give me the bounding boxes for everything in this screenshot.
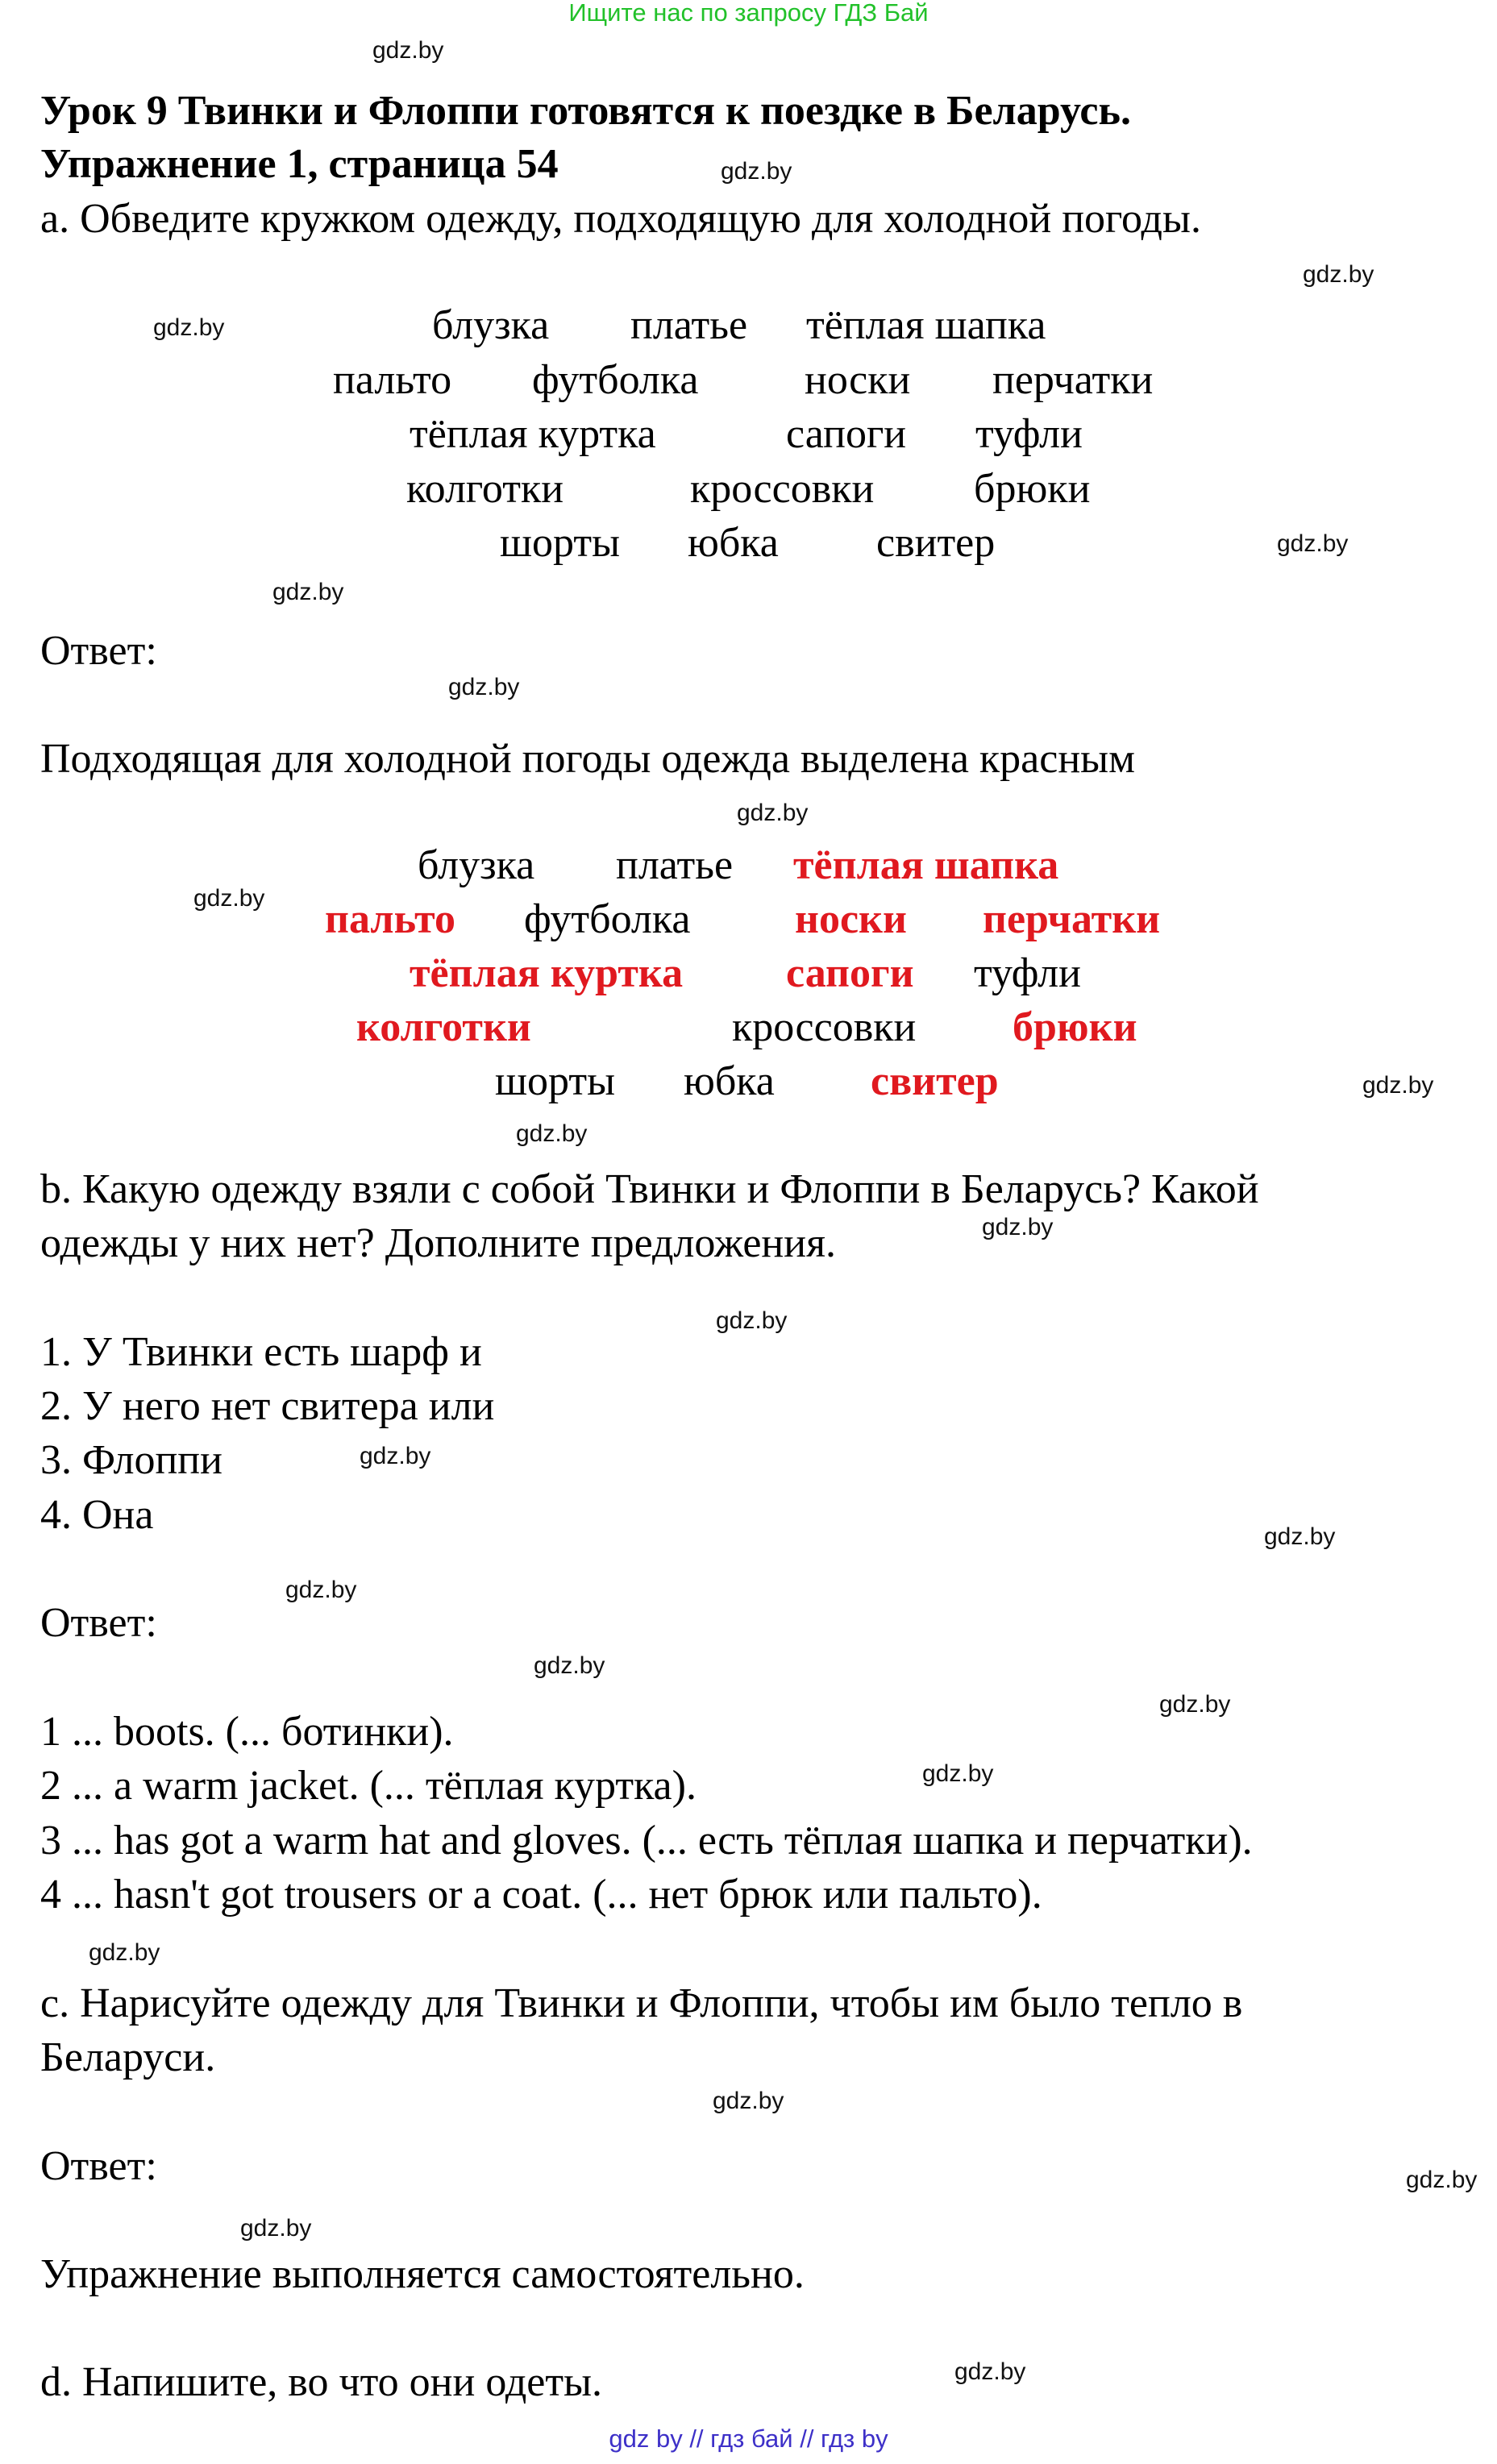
- word-item: колготки: [406, 466, 564, 512]
- watermark: gdz.by: [89, 1939, 160, 1966]
- answer-word: свитер: [871, 1058, 999, 1104]
- answer-word: тёплая куртка: [410, 950, 684, 996]
- task-c-answer-text: Упражнение выполняется самостоятельно.: [40, 2251, 805, 2297]
- task-d-prompt: d. Напишите, во что они одеты.: [40, 2359, 603, 2405]
- task-b-sentence: 4. Она: [40, 1492, 154, 1538]
- answer-word: туфли: [974, 950, 1081, 996]
- watermark: gdz.by: [922, 1760, 994, 1787]
- answer-word: перчатки: [983, 896, 1161, 942]
- watermark: gdz.by: [1159, 1691, 1231, 1718]
- watermark: gdz.by: [360, 1443, 431, 1469]
- task-c-prompt-line1: c. Нарисуйте одежду для Твинки и Флоппи, чтобы им было тепло в: [40, 1980, 1243, 2026]
- watermark: gdz.by: [716, 1307, 788, 1334]
- word-item: платье: [630, 302, 748, 348]
- word-item: тёплая шапка: [806, 302, 1046, 348]
- answer-word: блузка: [418, 842, 535, 888]
- watermark: gdz.by: [1362, 1072, 1434, 1099]
- task-b-answer: 3 ... has got a warm hat and gloves. (... есть тёплая шапка и перчатки).: [40, 1818, 1253, 1864]
- word-item: блузка: [432, 302, 550, 348]
- task-b-sentence: 1. У Твинки есть шарф и: [40, 1329, 482, 1375]
- word-item: туфли: [975, 411, 1083, 457]
- watermark: gdz.by: [1264, 1523, 1336, 1550]
- word-item: пальто: [333, 357, 452, 403]
- watermark: gdz.by: [737, 800, 809, 826]
- word-item: шорты: [500, 520, 621, 566]
- watermark: gdz.by: [285, 1577, 357, 1603]
- answer-word: носки: [795, 896, 907, 942]
- watermark: gdz.by: [954, 2358, 1026, 2385]
- watermark: gdz.by: [448, 674, 520, 700]
- task-a-answer-text: Подходящая для холодной погоды одежда выделена красным: [40, 736, 1135, 782]
- task-b-sentence: 3. Флоппи: [40, 1437, 222, 1483]
- watermark: gdz.by: [193, 885, 265, 912]
- watermark: gdz.by: [713, 2088, 784, 2114]
- watermark: gdz.by: [240, 2215, 312, 2242]
- task-b-prompt-line1: b. Какую одежду взяли с собой Твинки и Флоппи в Беларусь? Какой: [40, 1166, 1259, 1212]
- word-item: тёплая куртка: [410, 411, 656, 457]
- word-item: брюки: [974, 466, 1091, 512]
- task-b-answer: 1 ... boots. (... ботинки).: [40, 1709, 454, 1755]
- word-item: кроссовки: [690, 466, 875, 512]
- word-item: юбка: [688, 520, 779, 566]
- task-b-answer-label: Ответ:: [40, 1600, 157, 1646]
- word-item: футболка: [532, 357, 699, 403]
- word-item: носки: [805, 357, 911, 403]
- task-b-answer: 2 ... a warm jacket. (... тёплая куртка).: [40, 1763, 697, 1809]
- word-item: свитер: [876, 520, 996, 566]
- answer-word: колготки: [356, 1004, 531, 1050]
- answer-word: пальто: [325, 896, 455, 942]
- task-c-prompt-line2: Беларуси.: [40, 2034, 216, 2080]
- task-a-answer-label: Ответ:: [40, 628, 157, 674]
- watermark: gdz.by: [1406, 2167, 1478, 2193]
- watermark: gdz.by: [272, 579, 344, 605]
- watermark: gdz.by: [1277, 530, 1349, 557]
- answer-word: юбка: [684, 1058, 775, 1104]
- exercise-title: Упражнение 1, страница 54: [40, 141, 559, 187]
- task-b-answer: 4 ... hasn't got trousers or a coat. (... нет брюк или пальто).: [40, 1872, 1042, 1918]
- word-item: сапоги: [786, 411, 907, 457]
- footer-links[interactable]: gdz by // гдз бай // гдз by: [609, 2425, 888, 2453]
- search-hint: Ищите нас по запросу ГДЗ Бай: [568, 0, 929, 27]
- answer-word: тёплая шапка: [793, 842, 1059, 888]
- watermark: gdz.by: [372, 37, 444, 64]
- answer-word: платье: [616, 842, 734, 888]
- task-b-prompt-line2: одежды у них нет? Дополните предложения.: [40, 1220, 836, 1266]
- watermark: gdz.by: [721, 158, 792, 185]
- answer-word: шорты: [495, 1058, 616, 1104]
- lesson-title: Урок 9 Твинки и Флоппи готовятся к поездке в Беларусь.: [40, 88, 1131, 134]
- answer-word: брюки: [1013, 1004, 1137, 1050]
- watermark: gdz.by: [1303, 261, 1374, 288]
- task-a-prompt: a. Обведите кружком одежду, подходящую для холодной погоды.: [40, 196, 1201, 242]
- watermark: gdz.by: [982, 1214, 1054, 1240]
- watermark: gdz.by: [153, 314, 225, 341]
- watermark: gdz.by: [516, 1120, 588, 1147]
- answer-word: футболка: [524, 896, 691, 942]
- answer-word: кроссовки: [732, 1004, 917, 1050]
- answer-word: сапоги: [786, 950, 914, 996]
- watermark: gdz.by: [534, 1652, 605, 1679]
- task-b-sentence: 2. У него нет свитера или: [40, 1383, 495, 1429]
- task-c-answer-label: Ответ:: [40, 2143, 157, 2189]
- word-item: перчатки: [992, 357, 1154, 403]
